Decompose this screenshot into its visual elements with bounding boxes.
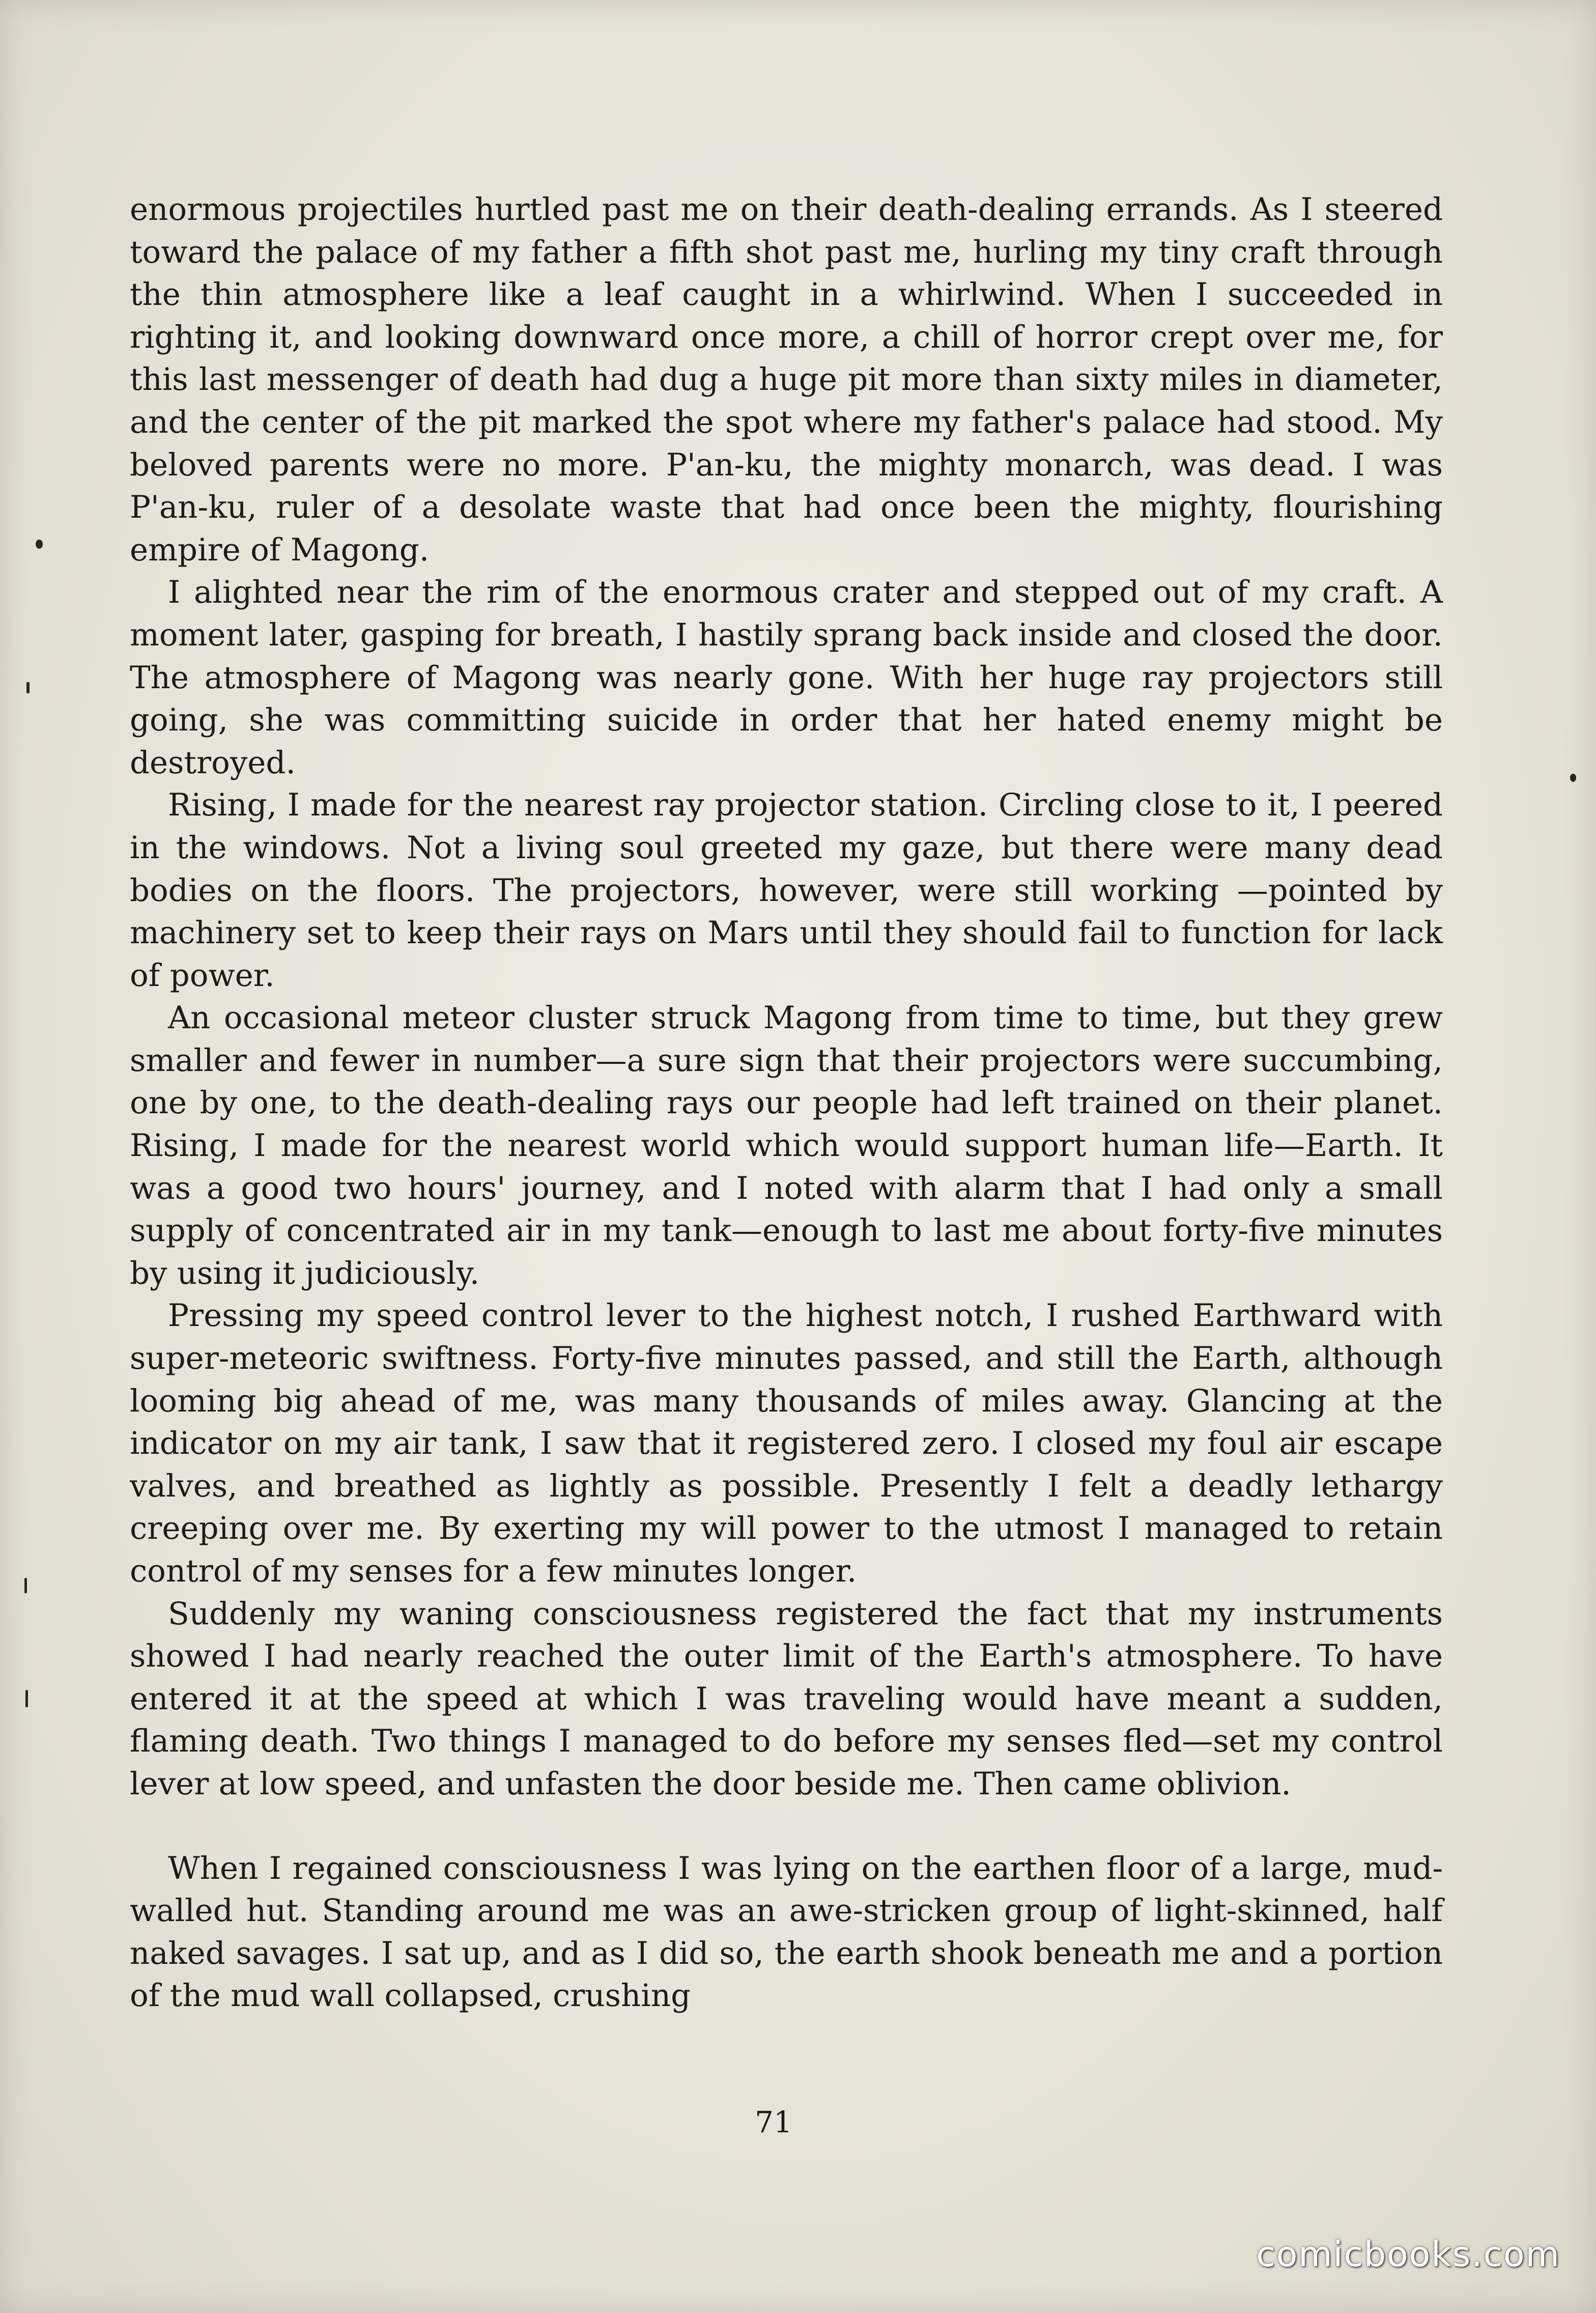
paragraph: I alighted near the rim of the enormous crater and stepped out of my craft. A moment later, gasping for breath, I hastily sprang back inside and closed the door. The atmosphere of Magong was nearly gone. With her huge ray projectors still going, she was committing suicide in order that her hated enemy might be destroyed. [130,574,1443,781]
edge-speck [25,1690,28,1707]
story-text [130,188,1443,2017]
paragraph: enormous projectiles hurtled past me on their death-dealing errands. As I steered toward the palace of my father a fifth shot past me, hurling my tiny craft through the thin atmosphere like a leaf caught in a whirlwind. When I succeeded in righting it, and looking downward once more, a chill of horror crept over me, for this last messenger of death had dug a huge pit more than sixty miles in diameter, and the center of the pit marked the spot where my father's palace had stood. My beloved parents were no more. P'an-ku, the mighty monarch, was dead. I was P'an-ku, ruler of a desolate waste that had once been the mighty, flourishing empire of Magong. [130,191,1443,568]
paragraph: Pressing my speed control lever to the highest notch, I rushed Earthward with super-meteoric swiftness. Forty-five minutes passed, and still the Earth, although looming big ahead of me, was many thousands of miles away. Glancing at the indicator on my air tank, I saw that it registered zero. I closed my foul air escape valves, and breathed as lightly as possible. Presently I felt a deadly lethargy creeping over me. By exerting my will power to the utmost I managed to retain control of my senses for a few minutes longer. [130,1297,1443,1589]
paragraph: Rising, I made for the nearest ray projector station. Circling close to it, I peered in the windows. Not a living soul greeted my gaze, but there were many dead bodies on the floors. The projectors, however, were still working —pointed by machinery set to keep their rays on Mars until they should fail to function for lack of power. [130,787,1443,994]
edge-speck [24,1578,27,1593]
edge-speck [1570,774,1576,782]
page-number: 71 [755,2105,792,2139]
paragraph: An occasional meteor cluster struck Magong from time to time, but they grew smaller and fewer in number—a sure sign that their projectors were succumbing, one by one, to the death-dealing rays our people had left trained on their planet. Rising, I made for the nearest world which would support human life—Earth. It was a good two hours' journey, and I noted with alarm that I had only a small supply of concentrated air in my tank—enough to last me about forty-five minutes by using it judiciously. [130,1000,1443,1291]
paragraph: When I regained consciousness I was lying on the earthen floor of a large, mud-walled hut. Standing around me was an awe-stricken group of light-skinned, half naked savages. I sat up, and as I did so, the earth shook beneath me and a portion of the mud wall collapsed, crushing [130,1850,1443,2014]
watermark: comicbooks.com [1256,2235,1560,2275]
paragraph: Suddenly my waning consciousness registered the fact that my instruments showed I had nearly reached the outer limit of the Earth's atmosphere. To have entered it at the speed at which I was traveling would have meant a sudden, flaming death. Two things I managed to do before my senses fled—set my control lever at low speed, and unfasten the door beside me. Then came oblivion. [130,1595,1443,1802]
edge-speck [26,682,30,693]
edge-speck [36,540,43,549]
